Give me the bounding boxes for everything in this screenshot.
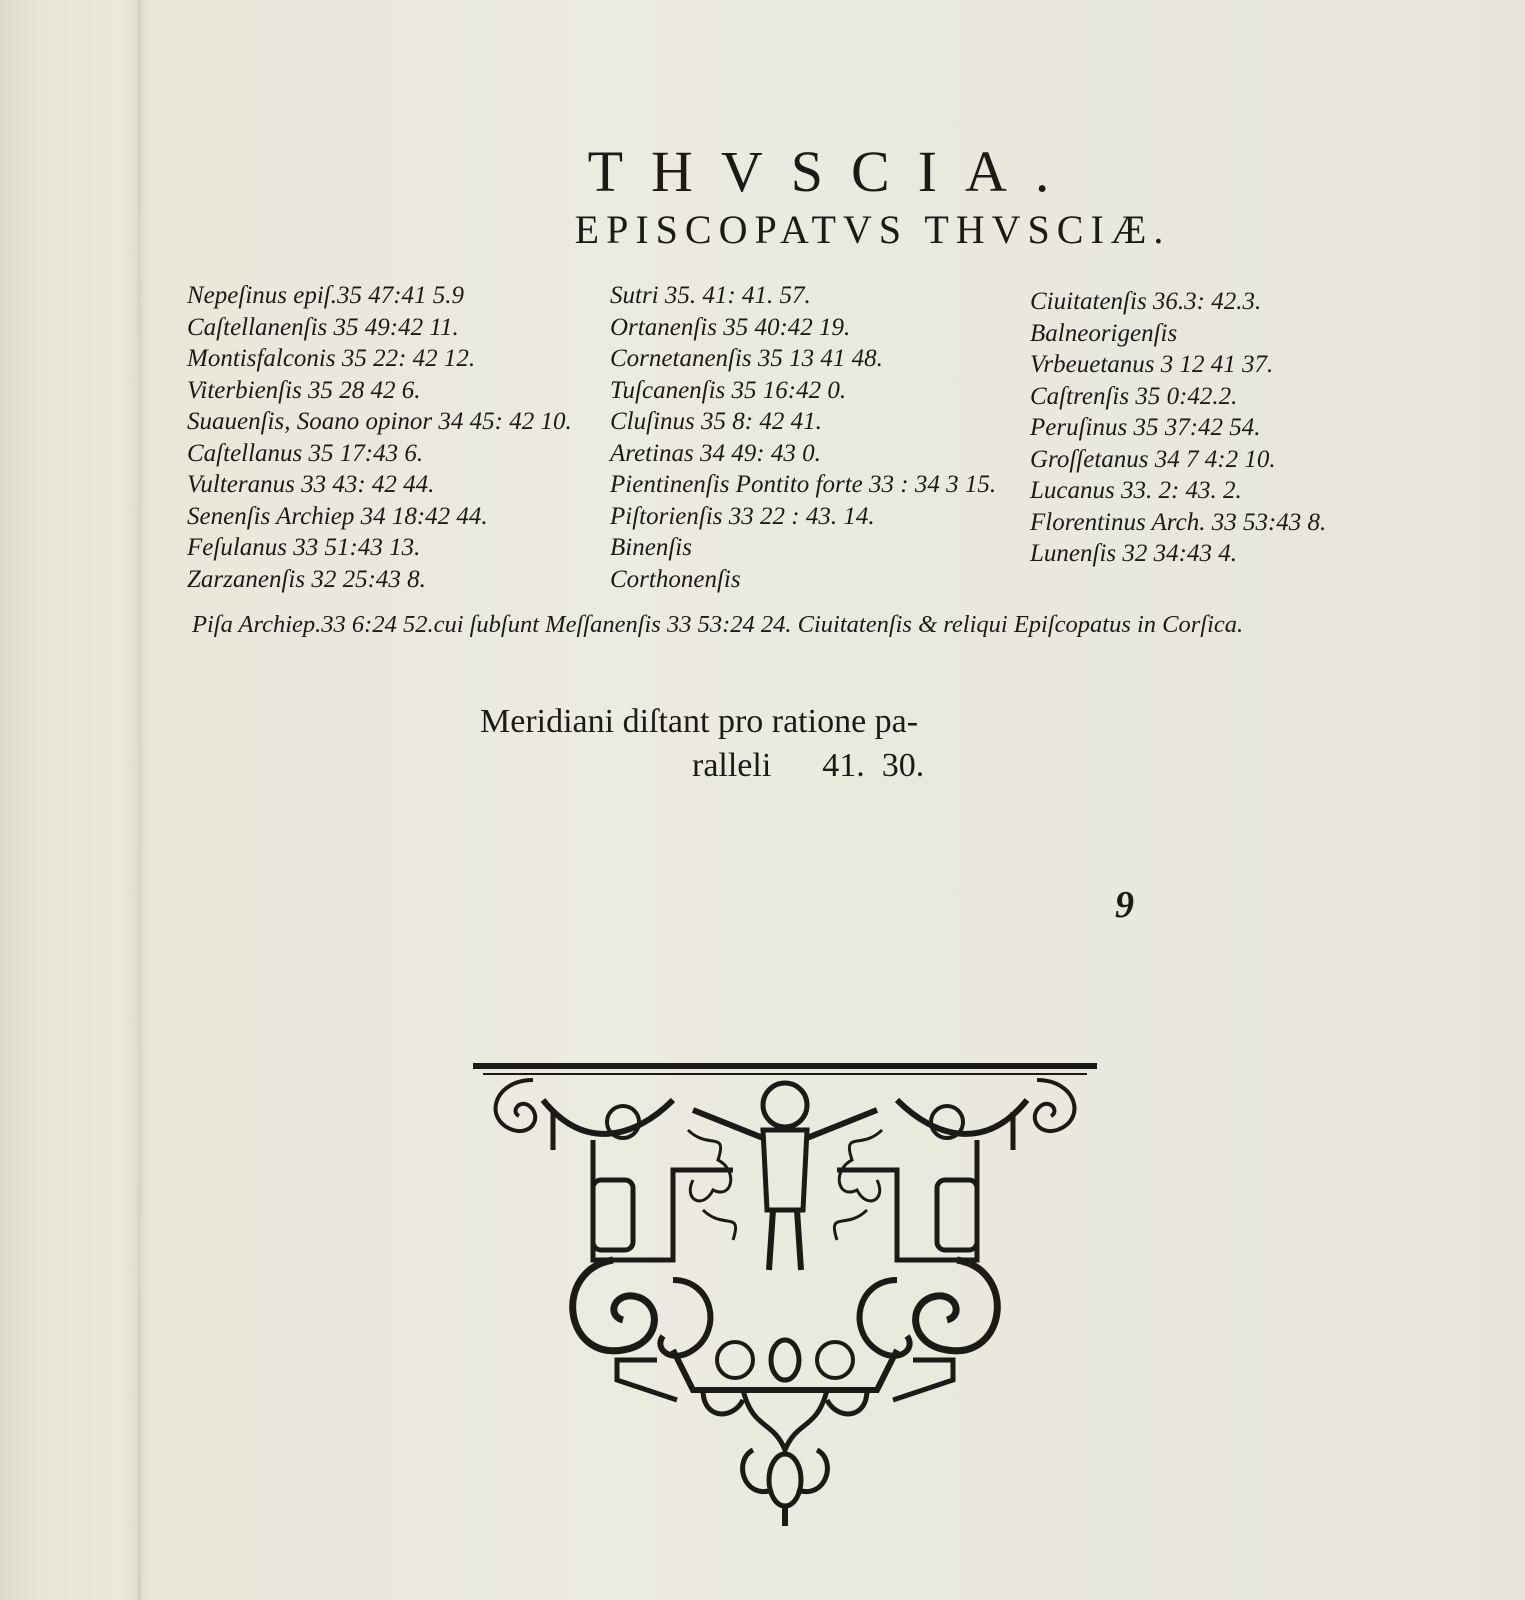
list-item: Lucanus 33. 2: 43. 2.	[1030, 477, 1242, 504]
list-item: Viterbienſis 35 28 42 6.	[187, 376, 421, 404]
bishopric-column-2	[610, 280, 1030, 595]
page-title: THVSCIA.	[587, 139, 1078, 204]
meridian-note	[480, 700, 1040, 788]
list-item: Caſtellanus 35 17:43 6.	[187, 439, 424, 467]
bishopric-column-3	[1030, 286, 1360, 570]
list-item: Pientinenſis Pontito forte 33 : 34 3 15.	[610, 471, 997, 498]
bishopric-column-1	[187, 280, 607, 595]
list-item: Cornetanenſis 35 13 41 48.	[610, 345, 883, 372]
list-item: Suauenſis, Soano opinor 34 45: 42 10.	[187, 408, 572, 435]
list-item: Feſulanus 33 51:43 13.	[187, 534, 421, 561]
list-item: Zarzanenſis 32 25:43 8.	[187, 565, 426, 593]
list-item: Piſtorienſis 33 22 : 43. 14.	[610, 502, 875, 530]
list-item: Vulteranus 33 43: 42 44.	[187, 471, 435, 498]
list-item: Caſtrenſis 35 0:42.2.	[1030, 382, 1238, 410]
list-item: Sutri 35. 41: 41. 57.	[610, 282, 811, 309]
list-item: Senenſis Archiep 34 18:42 44.	[187, 502, 488, 530]
list-item: Lunenſis 32 34:43 4.	[1030, 540, 1237, 567]
list-item: Peruſinus 35 37:42 54.	[1030, 414, 1261, 441]
list-item: Vrbeuetanus 3 12 41 37.	[1030, 351, 1274, 378]
page-number: 9	[1115, 884, 1134, 926]
meridian-note-line-1: Meridiani diſtant pro ratione pa-	[480, 703, 919, 740]
pisa-archbishopric-line: Piſa Archiep.33 6:24 52.cui ſubſunt Meſſanenſis 33 53:24 24. Ciuitatenſis & reliqui Epiſcopatus in Corſica.	[192, 611, 1244, 638]
list-item: Tuſcanenſis 35 16:42 0.	[610, 376, 847, 404]
meridian-note-line-2: ralleli 41. 30.	[692, 747, 925, 784]
list-item: Caſtellanenſis 35 49:42 11.	[187, 313, 459, 341]
list-item: Cluſinus 35 8: 42 41.	[610, 408, 822, 435]
list-item: Aretinas 34 49: 43 0.	[610, 439, 821, 467]
page-subtitle: EPISCOPATVS THVSCIÆ.	[574, 207, 1171, 252]
list-item: Binenſis	[610, 534, 692, 561]
list-item: Florentinus Arch. 33 53:43 8.	[1030, 508, 1327, 536]
list-item: Balneorigenſis	[1030, 319, 1178, 347]
list-item: Montisfalconis 35 22: 42 12.	[187, 345, 476, 372]
list-item: Groſſetanus 34 7 4:2 10.	[1030, 445, 1276, 473]
list-item: Ciuitatenſis 36.3: 42.3.	[1030, 288, 1262, 315]
list-item: Nepeſinus epiſ.35 47:41 5.9	[187, 282, 465, 309]
woodcut-tailpiece-ornament	[473, 1060, 1097, 1530]
list-item: Corthonenſis	[610, 565, 741, 593]
list-item: Ortanenſis 35 40:42 19.	[610, 313, 851, 341]
